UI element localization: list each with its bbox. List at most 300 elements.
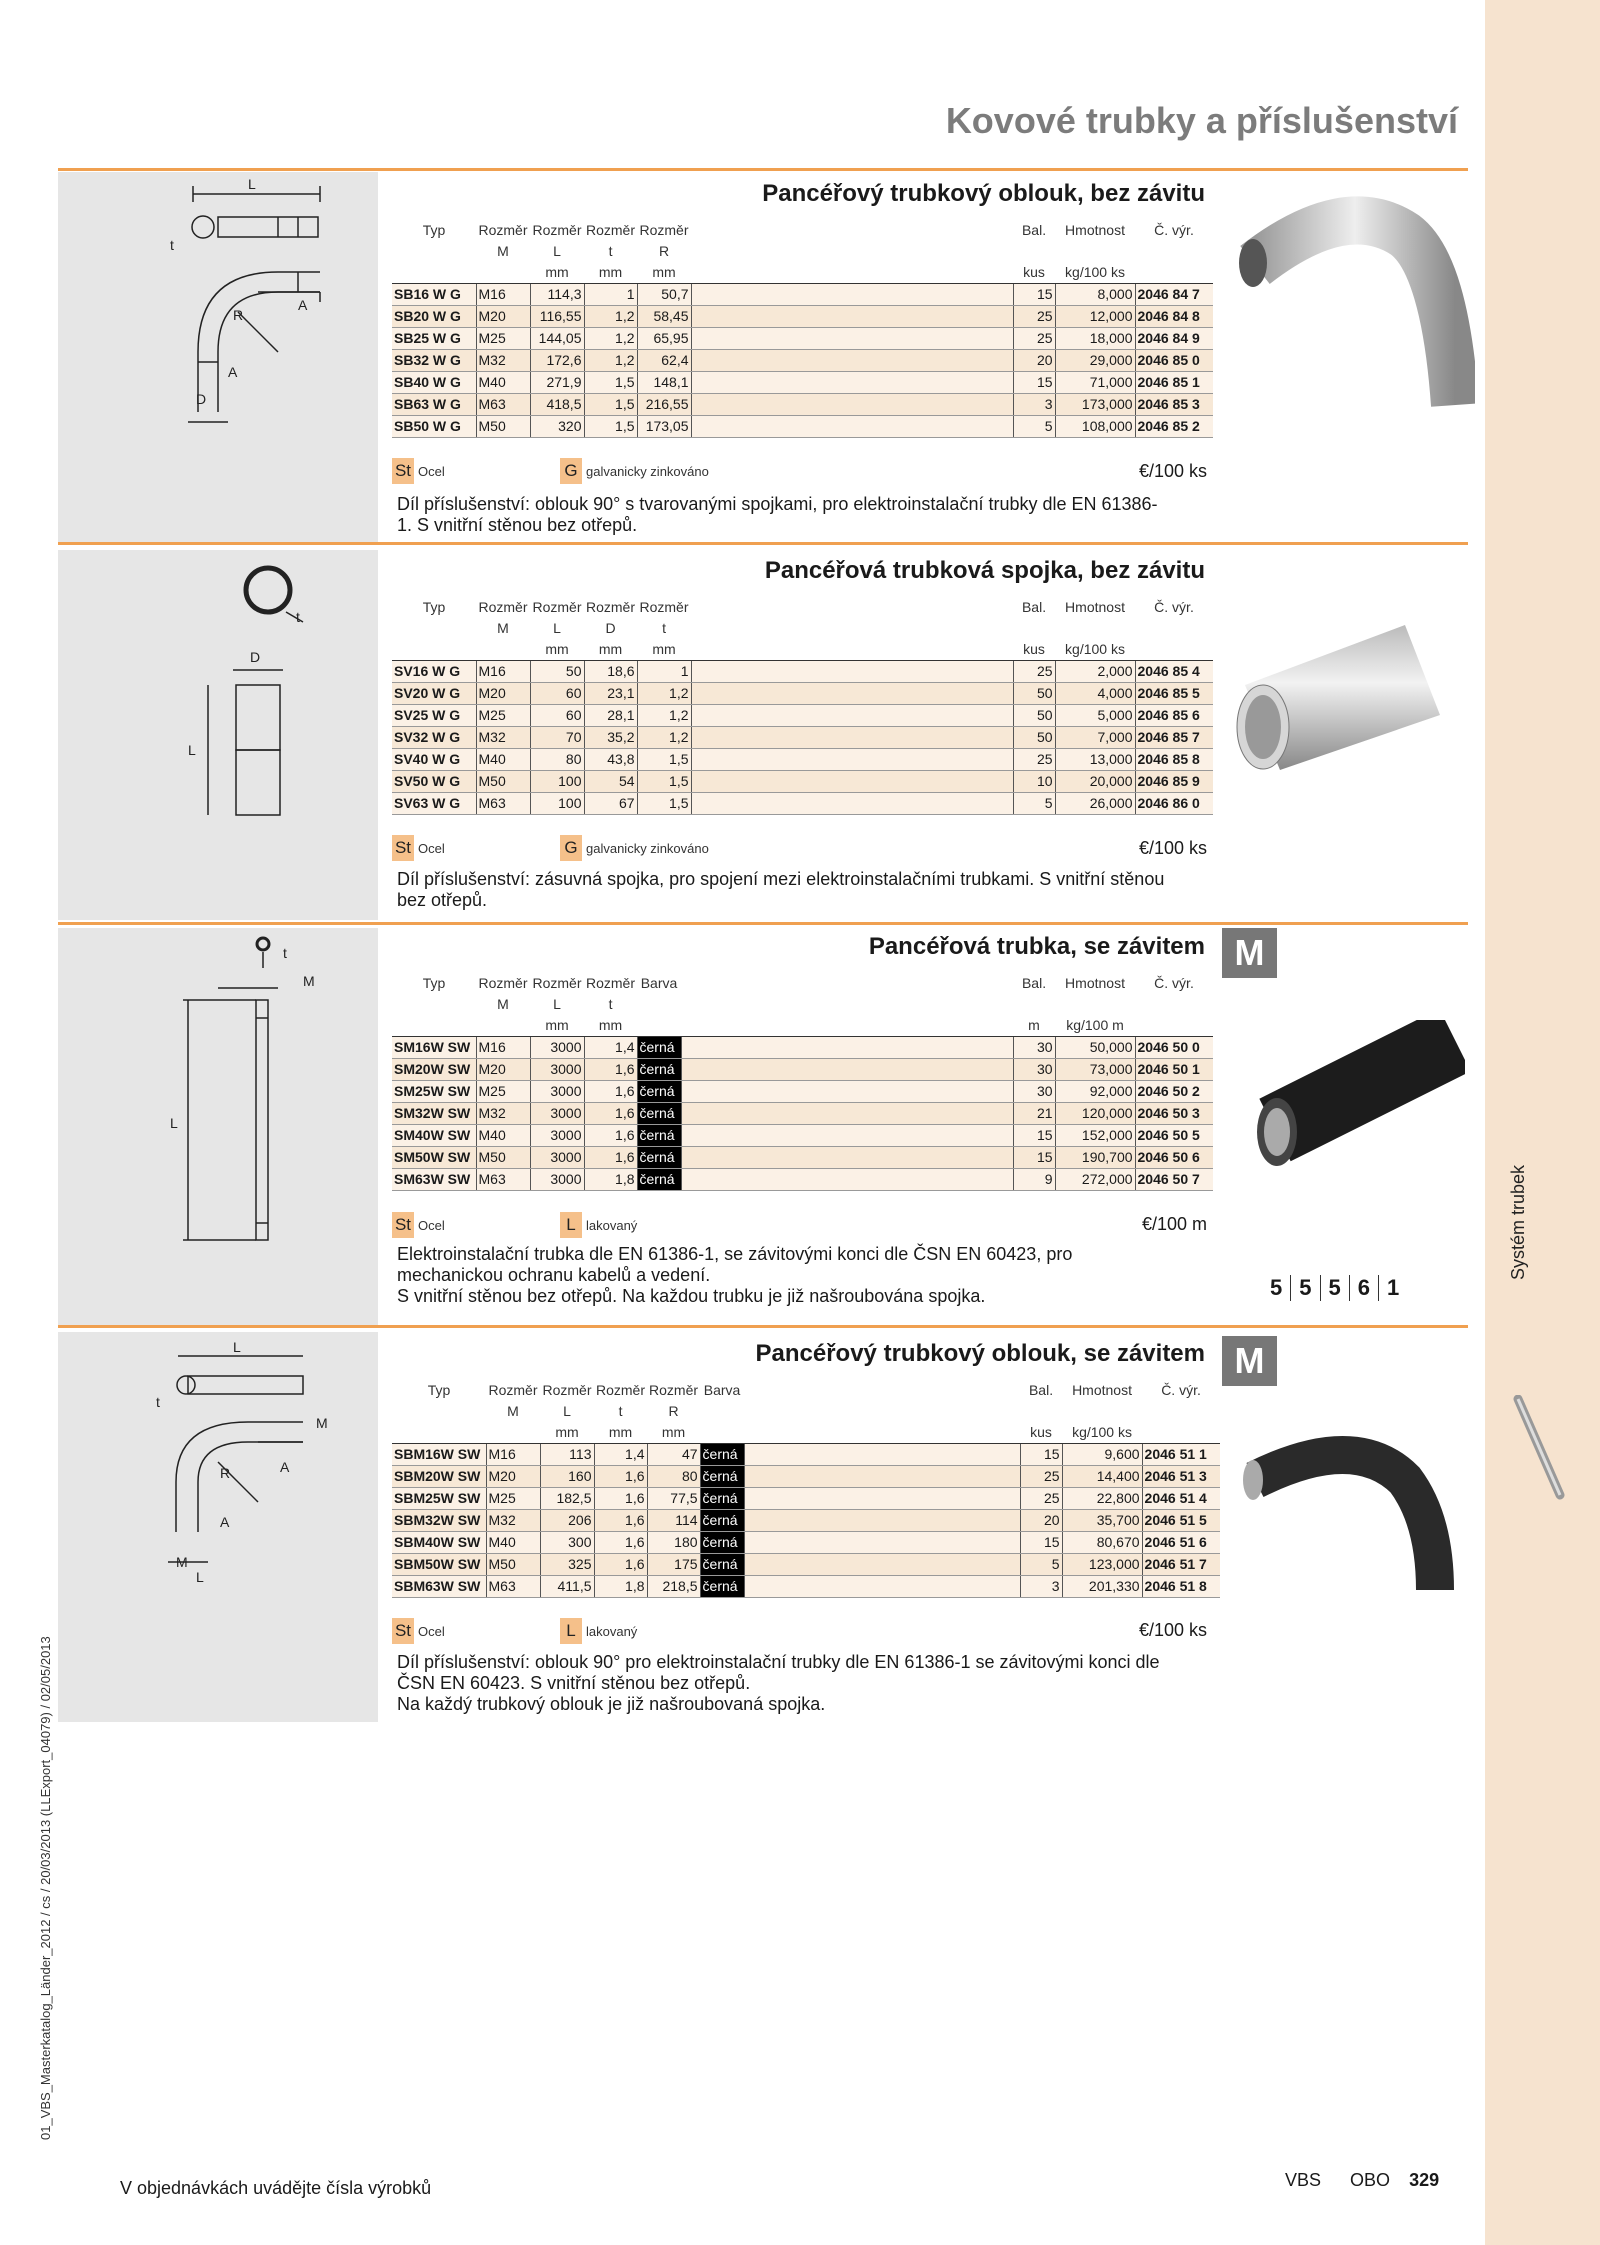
table-row — [392, 394, 1213, 416]
value-cell: 1,2 — [637, 727, 691, 749]
material-tag: St Ocel — [392, 835, 445, 861]
col-header: L — [553, 243, 561, 259]
value-cell: 148,1 — [637, 372, 691, 394]
dim-label: R — [233, 307, 244, 323]
value-cell: 1,2 — [637, 683, 691, 705]
value-cell: 26,000 — [1055, 793, 1135, 815]
article-number-cell: 2046 51 5 — [1142, 1510, 1220, 1532]
table-row — [392, 1081, 1213, 1103]
product-photo — [1225, 605, 1450, 775]
value-cell: 25 — [1020, 1488, 1062, 1510]
value-cell: 73,000 — [1055, 1059, 1135, 1081]
product-photo — [1255, 1020, 1465, 1180]
article-number-cell: 2046 85 5 — [1135, 683, 1213, 705]
description: Elektroinstalační trubka dle EN 61386-1, se závitovými konci dle ČSN EN 60423, pro mechanickou ochranu kabelů a vedení. S vnitřní stěnou bez otřepů. Na každou trubku je již našroubována spojka. — [397, 1244, 1073, 1306]
color-cell: černá — [700, 1488, 744, 1510]
color-cell: černá — [700, 1444, 744, 1466]
value-cell: 8,000 — [1055, 284, 1135, 306]
type-cell: SV16 W G — [392, 661, 476, 683]
section-title: Pancéřový trubkový oblouk, bez závitu — [762, 180, 1205, 207]
type-cell: SB40 W G — [392, 372, 476, 394]
value-cell: M40 — [476, 372, 530, 394]
type-cell: SBM16W SW — [392, 1444, 486, 1466]
dim-label: R — [220, 1465, 231, 1481]
value-cell: 67 — [584, 793, 637, 815]
value-cell: 1,6 — [594, 1532, 647, 1554]
article-number-cell: 2046 85 2 — [1135, 416, 1213, 438]
value-cell: 70 — [530, 727, 584, 749]
table-row — [392, 350, 1213, 372]
value-cell: 50 — [530, 661, 584, 683]
value-cell: 14,400 — [1062, 1466, 1142, 1488]
value-cell: M16 — [486, 1444, 540, 1466]
product-photo — [1235, 1420, 1465, 1600]
spacer-cell — [691, 705, 1013, 727]
value-cell: 1,6 — [584, 1059, 637, 1081]
value-cell: 180 — [647, 1532, 700, 1554]
drawing-panel — [58, 1332, 378, 1722]
table-row — [392, 1125, 1213, 1147]
value-cell: 1,2 — [584, 306, 637, 328]
value-cell: 320 — [530, 416, 584, 438]
color-cell: černá — [637, 1103, 681, 1125]
value-cell: 4,000 — [1055, 683, 1135, 705]
section-title: Pancéřový trubkový oblouk, se závitem — [755, 1340, 1205, 1367]
value-cell: 1,2 — [584, 328, 637, 350]
value-cell: 190,700 — [1055, 1147, 1135, 1169]
spacer-cell — [681, 1169, 1013, 1191]
value-cell: 25 — [1013, 661, 1055, 683]
bend-drawing — [58, 172, 378, 542]
value-cell: 173,000 — [1055, 394, 1135, 416]
type-cell: SV40 W G — [392, 749, 476, 771]
material-tag: St Ocel — [392, 1618, 445, 1644]
value-cell: 5 — [1020, 1554, 1062, 1576]
table-row — [392, 1466, 1220, 1488]
tube-icon — [1510, 1395, 1570, 1505]
col-header: Rozměr — [532, 222, 582, 238]
value-cell: M25 — [476, 1081, 530, 1103]
value-cell: 1 — [637, 661, 691, 683]
dim-label: L — [233, 1339, 241, 1355]
value-cell: 3000 — [530, 1147, 584, 1169]
value-cell: 3 — [1013, 394, 1055, 416]
table-row — [392, 372, 1213, 394]
value-cell: 29,000 — [1055, 350, 1135, 372]
value-cell: 9 — [1013, 1169, 1055, 1191]
finish-code: G — [560, 458, 582, 484]
tube-drawing — [58, 928, 378, 1328]
spacer-cell — [681, 1147, 1013, 1169]
value-cell: 1,6 — [584, 1125, 637, 1147]
value-cell: 18,6 — [584, 661, 637, 683]
type-cell: SB20 W G — [392, 306, 476, 328]
table-row — [392, 416, 1213, 438]
value-cell: 1,4 — [584, 1037, 637, 1059]
value-cell: M40 — [476, 1125, 530, 1147]
product-photo — [1225, 175, 1475, 415]
table-row — [392, 1147, 1213, 1169]
value-cell: 123,000 — [1062, 1554, 1142, 1576]
value-cell: 65,95 — [637, 328, 691, 350]
value-cell: 15 — [1013, 1147, 1055, 1169]
table-row — [392, 1037, 1213, 1059]
value-cell: 1,5 — [637, 771, 691, 793]
value-cell: 7,000 — [1055, 727, 1135, 749]
table-row — [392, 306, 1213, 328]
col-header: Č. výr. — [1154, 222, 1194, 238]
drawing-panel — [58, 928, 378, 1328]
value-cell: 100 — [530, 793, 584, 815]
article-number-cell: 2046 50 0 — [1135, 1037, 1213, 1059]
section-title: Pancéřová trubka, se závitem — [868, 933, 1205, 960]
value-cell: 43,8 — [584, 749, 637, 771]
value-cell: 114,3 — [530, 284, 584, 306]
col-header: Bal. — [1021, 222, 1047, 238]
value-cell: 47 — [647, 1444, 700, 1466]
spacer-cell — [744, 1554, 1020, 1576]
value-cell: M50 — [476, 416, 530, 438]
m-badge: M — [1222, 1336, 1277, 1386]
dim-label: L — [196, 1569, 204, 1585]
col-header: Rozměr — [478, 222, 528, 238]
unit: mm — [530, 262, 584, 284]
value-cell: 1,5 — [584, 372, 637, 394]
value-cell: 13,000 — [1055, 749, 1135, 771]
value-cell: 3000 — [530, 1103, 584, 1125]
finish-tag: L lakovaný — [560, 1212, 637, 1238]
value-cell: 80 — [647, 1466, 700, 1488]
dim-label: L — [188, 742, 196, 758]
spacer-cell — [691, 394, 1013, 416]
value-cell: 108,000 — [1055, 416, 1135, 438]
value-cell: 182,5 — [540, 1488, 594, 1510]
value-cell: 173,05 — [637, 416, 691, 438]
value-cell: 50 — [1013, 727, 1055, 749]
table-row — [392, 1510, 1220, 1532]
type-cell: SBM32W SW — [392, 1510, 486, 1532]
value-cell: 58,45 — [637, 306, 691, 328]
value-cell: 60 — [530, 683, 584, 705]
type-cell: SBM40W SW — [392, 1532, 486, 1554]
spacer-cell — [691, 328, 1013, 350]
spacer-cell — [691, 372, 1013, 394]
value-cell: M50 — [476, 1147, 530, 1169]
value-cell: 116,55 — [530, 306, 584, 328]
product-table: Typ Rozměr Rozměr Rozměr Barva Bal. Hmotnost Č. výr. M L t mm mm m kg/100 m SM16W SW M16 3000 1,4 černá 30 50,000 2046 50 0 SM20W SW M20 3000 1,6 černá 30 73,000 2046 50 1 SM25W SW M25 3000 1,6 černá 30 92,000 2046 50 2 SM32W SW M32 3000 1,6 černá 21 120,000 2046 50 3 SM40W SW M40 3000 1,6 černá 15 152,000 2046 50 5 SM50W SW M50 3000 1,6 černá 15 190,700 2046 50 6 SM63W SW M63 3000 1,8 černá 9 272,000 2046 50 7 — [392, 973, 1213, 1191]
table-row — [392, 1169, 1213, 1191]
value-cell: 15 — [1020, 1532, 1062, 1554]
type-cell: SB50 W G — [392, 416, 476, 438]
value-cell: 20 — [1020, 1510, 1062, 1532]
value-cell: 325 — [540, 1554, 594, 1576]
spacer-cell — [681, 1103, 1013, 1125]
unit: mm — [637, 262, 691, 284]
value-cell: 201,330 — [1062, 1576, 1142, 1598]
value-cell: M25 — [476, 705, 530, 727]
article-number-cell: 2046 85 3 — [1135, 394, 1213, 416]
type-cell: SV50 W G — [392, 771, 476, 793]
price-unit: €/100 ks — [1138, 461, 1207, 481]
spacer-cell — [744, 1466, 1020, 1488]
value-cell: 172,6 — [530, 350, 584, 372]
value-cell: M50 — [476, 771, 530, 793]
table-row — [392, 1444, 1220, 1466]
dim-label: t — [156, 1394, 160, 1410]
value-cell: M20 — [476, 306, 530, 328]
value-cell: 80 — [530, 749, 584, 771]
col-header: R — [658, 243, 670, 259]
spacer-cell — [681, 1037, 1013, 1059]
article-number-cell: 2046 51 3 — [1142, 1466, 1220, 1488]
type-cell: SM63W SW — [392, 1169, 476, 1191]
table-row — [392, 683, 1213, 705]
article-number-cell: 2046 85 1 — [1135, 372, 1213, 394]
value-cell: 25 — [1020, 1466, 1062, 1488]
table-row — [392, 705, 1213, 727]
unit: kus — [1013, 262, 1055, 284]
footer-brand: VBS OBO 329 — [1285, 2170, 1440, 2190]
value-cell: M40 — [476, 749, 530, 771]
value-cell: 15 — [1020, 1444, 1062, 1466]
dim-label: M — [303, 973, 315, 989]
value-cell: 216,55 — [637, 394, 691, 416]
article-number-cell: 2046 51 7 — [1142, 1554, 1220, 1576]
value-cell: 418,5 — [530, 394, 584, 416]
price-unit: €/100 m — [1141, 1214, 1207, 1234]
value-cell: 9,600 — [1062, 1444, 1142, 1466]
dim-label: A — [298, 297, 308, 313]
table-row — [392, 1103, 1213, 1125]
table-row — [392, 793, 1213, 815]
value-cell: 54 — [584, 771, 637, 793]
unit: kg/100 ks — [1055, 262, 1135, 284]
dim-label: M — [176, 1554, 188, 1570]
value-cell: 152,000 — [1055, 1125, 1135, 1147]
value-cell: 1 — [584, 284, 637, 306]
threaded-bend-drawing — [58, 1332, 378, 1722]
value-cell: 160 — [540, 1466, 594, 1488]
value-cell: M63 — [486, 1576, 540, 1598]
value-cell: 1,5 — [637, 793, 691, 815]
type-cell: SBM25W SW — [392, 1488, 486, 1510]
value-cell: 12,000 — [1055, 306, 1135, 328]
col-header: Hmotnost — [1065, 222, 1125, 238]
color-cell: černá — [700, 1510, 744, 1532]
spacer-cell — [744, 1510, 1020, 1532]
value-cell: 71,000 — [1055, 372, 1135, 394]
description: Díl příslušenství: zásuvná spojka, pro spojení mezi elektroinstalačními trubkami. S vnitřní stěnou bez otřepů. — [397, 869, 1165, 910]
article-number-cell: 2046 85 8 — [1135, 749, 1213, 771]
value-cell: 50,000 — [1055, 1037, 1135, 1059]
spacer-cell — [691, 306, 1013, 328]
value-cell: M20 — [486, 1466, 540, 1488]
value-cell: M32 — [476, 1103, 530, 1125]
page-title: Kovové trubky a příslušenství — [945, 100, 1458, 141]
value-cell: 5 — [1013, 416, 1055, 438]
dim-label: A — [228, 364, 238, 380]
value-cell: 1,6 — [584, 1081, 637, 1103]
value-cell: 144,05 — [530, 328, 584, 350]
value-cell: 206 — [540, 1510, 594, 1532]
value-cell: M20 — [476, 683, 530, 705]
value-cell: 25 — [1013, 306, 1055, 328]
side-strip — [1485, 0, 1600, 2245]
value-cell: 1,2 — [584, 350, 637, 372]
table-row — [392, 1059, 1213, 1081]
document-meta: 01_VBS_Masterkatalog_Länder_2012 / cs / 20/03/2013 (LLExport_04079) / 02/05/2013 — [38, 1636, 53, 2140]
dim-label: D — [250, 649, 261, 665]
value-cell: 3000 — [530, 1059, 584, 1081]
description: Díl příslušenství: oblouk 90° pro elektroinstalační trubky dle EN 61386-1 se závitovými konci dle ČSN EN 60423. S vnitřní stěnou bez otřepů. Na každý trubkový oblouk je již našroubovaná spojka. — [397, 1652, 1160, 1714]
article-number-cell: 2046 85 4 — [1135, 661, 1213, 683]
value-cell: 25 — [1013, 328, 1055, 350]
finish-tag: G galvanicky zinkováno — [560, 835, 709, 861]
value-cell: 15 — [1013, 284, 1055, 306]
value-cell: 50,7 — [637, 284, 691, 306]
page-number: 329 — [1409, 2170, 1440, 2190]
dim-label: M — [316, 1415, 328, 1431]
type-cell: SV20 W G — [392, 683, 476, 705]
value-cell: 60 — [530, 705, 584, 727]
value-cell: 77,5 — [647, 1488, 700, 1510]
value-cell: 5,000 — [1055, 705, 1135, 727]
type-cell: SV32 W G — [392, 727, 476, 749]
value-cell: 3000 — [530, 1125, 584, 1147]
description: Díl příslušenství: oblouk 90° s tvarovanými spojkami, pro elektroinstalační trubky dle EN 61386- 1. S vnitřní stěnou bez otřepů. — [397, 494, 1158, 535]
spacer-cell — [691, 350, 1013, 372]
value-cell: 1,5 — [637, 749, 691, 771]
section-divider — [58, 1325, 1468, 1328]
table-row — [392, 1488, 1220, 1510]
value-cell: 18,000 — [1055, 328, 1135, 350]
article-number-cell: 2046 51 1 — [1142, 1444, 1220, 1466]
section-divider — [58, 922, 1468, 925]
value-cell: 50 — [1013, 705, 1055, 727]
value-cell: M20 — [476, 1059, 530, 1081]
value-cell: M16 — [476, 284, 530, 306]
value-cell: 62,4 — [637, 350, 691, 372]
value-cell: 21 — [1013, 1103, 1055, 1125]
table-row — [392, 727, 1213, 749]
price-unit: €/100 ks — [1138, 1620, 1207, 1640]
type-cell: SBM50W SW — [392, 1554, 486, 1576]
spacer-cell — [744, 1532, 1020, 1554]
dim-label: t — [283, 945, 287, 961]
value-cell: 1,5 — [584, 416, 637, 438]
article-number-cell: 2046 50 2 — [1135, 1081, 1213, 1103]
footer-note: V objednávkách uvádějte čísla výrobků — [120, 2178, 432, 2198]
value-cell: 25 — [1013, 749, 1055, 771]
type-cell: SBM63W SW — [392, 1576, 486, 1598]
value-cell: 1,5 — [584, 394, 637, 416]
type-cell: SB16 W G — [392, 284, 476, 306]
value-cell: 272,000 — [1055, 1169, 1135, 1191]
article-number-cell: 2046 85 6 — [1135, 705, 1213, 727]
type-cell: SB32 W G — [392, 350, 476, 372]
value-cell: 15 — [1013, 372, 1055, 394]
value-cell: 50 — [1013, 683, 1055, 705]
side-label: Systém trubek — [1508, 1164, 1528, 1280]
value-cell: 3 — [1020, 1576, 1062, 1598]
value-cell: 5 — [1013, 793, 1055, 815]
dim-label: t — [296, 609, 300, 625]
article-number-cell: 2046 50 5 — [1135, 1125, 1213, 1147]
color-cell: černá — [700, 1466, 744, 1488]
col-header: Typ — [422, 222, 446, 238]
price-unit: €/100 ks — [1138, 838, 1207, 858]
m-badge: M — [1222, 928, 1277, 978]
spacer-cell — [691, 661, 1013, 683]
color-cell: černá — [637, 1037, 681, 1059]
table-row — [392, 328, 1213, 350]
value-cell: 30 — [1013, 1037, 1055, 1059]
value-cell: 1,2 — [637, 705, 691, 727]
type-cell: SM50W SW — [392, 1147, 476, 1169]
table-row — [392, 1554, 1220, 1576]
dim-label: t — [170, 237, 174, 253]
value-cell: 1,4 — [594, 1444, 647, 1466]
spacer-cell — [681, 1125, 1013, 1147]
table-row — [392, 1576, 1220, 1598]
value-cell: M25 — [486, 1488, 540, 1510]
value-cell: M16 — [476, 1037, 530, 1059]
value-cell: 120,000 — [1055, 1103, 1135, 1125]
dim-label: D — [196, 391, 207, 407]
drawing-panel — [58, 550, 378, 920]
article-number-cell: 2046 50 3 — [1135, 1103, 1213, 1125]
color-cell: černá — [637, 1081, 681, 1103]
value-cell: 1,6 — [594, 1488, 647, 1510]
article-number-cell: 2046 84 8 — [1135, 306, 1213, 328]
value-cell: M50 — [486, 1554, 540, 1576]
article-number-cell: 2046 86 0 — [1135, 793, 1213, 815]
dim-label: L — [170, 1115, 178, 1131]
value-cell: 10 — [1013, 771, 1055, 793]
drawing-panel — [58, 172, 378, 542]
value-cell: 218,5 — [647, 1576, 700, 1598]
product-table — [392, 220, 1213, 438]
value-cell: 175 — [647, 1554, 700, 1576]
type-cell: SV63 W G — [392, 793, 476, 815]
value-cell: 1,6 — [594, 1510, 647, 1532]
value-cell: 1,8 — [584, 1169, 637, 1191]
spacer-cell — [691, 727, 1013, 749]
article-number-cell: 2046 84 7 — [1135, 284, 1213, 306]
type-cell: SM20W SW — [392, 1059, 476, 1081]
type-cell: SM32W SW — [392, 1103, 476, 1125]
col-header: t — [608, 243, 613, 259]
value-cell: M25 — [476, 328, 530, 350]
value-cell: M32 — [476, 350, 530, 372]
table-row — [392, 1532, 1220, 1554]
color-cell: černá — [637, 1169, 681, 1191]
value-cell: 100 — [530, 771, 584, 793]
finish-tag: L lakovaný — [560, 1618, 637, 1644]
spacer-cell — [691, 284, 1013, 306]
value-cell: 1,6 — [594, 1554, 647, 1576]
article-number-cell: 2046 85 9 — [1135, 771, 1213, 793]
coupling-drawing — [58, 550, 378, 920]
type-cell: SBM20W SW — [392, 1466, 486, 1488]
value-cell: 30 — [1013, 1059, 1055, 1081]
section-divider — [58, 168, 1468, 171]
dim-label: A — [220, 1514, 230, 1530]
value-cell: 80,670 — [1062, 1532, 1142, 1554]
value-cell: 3000 — [530, 1169, 584, 1191]
col-header: Rozměr — [639, 222, 689, 238]
spacer-cell — [691, 793, 1013, 815]
